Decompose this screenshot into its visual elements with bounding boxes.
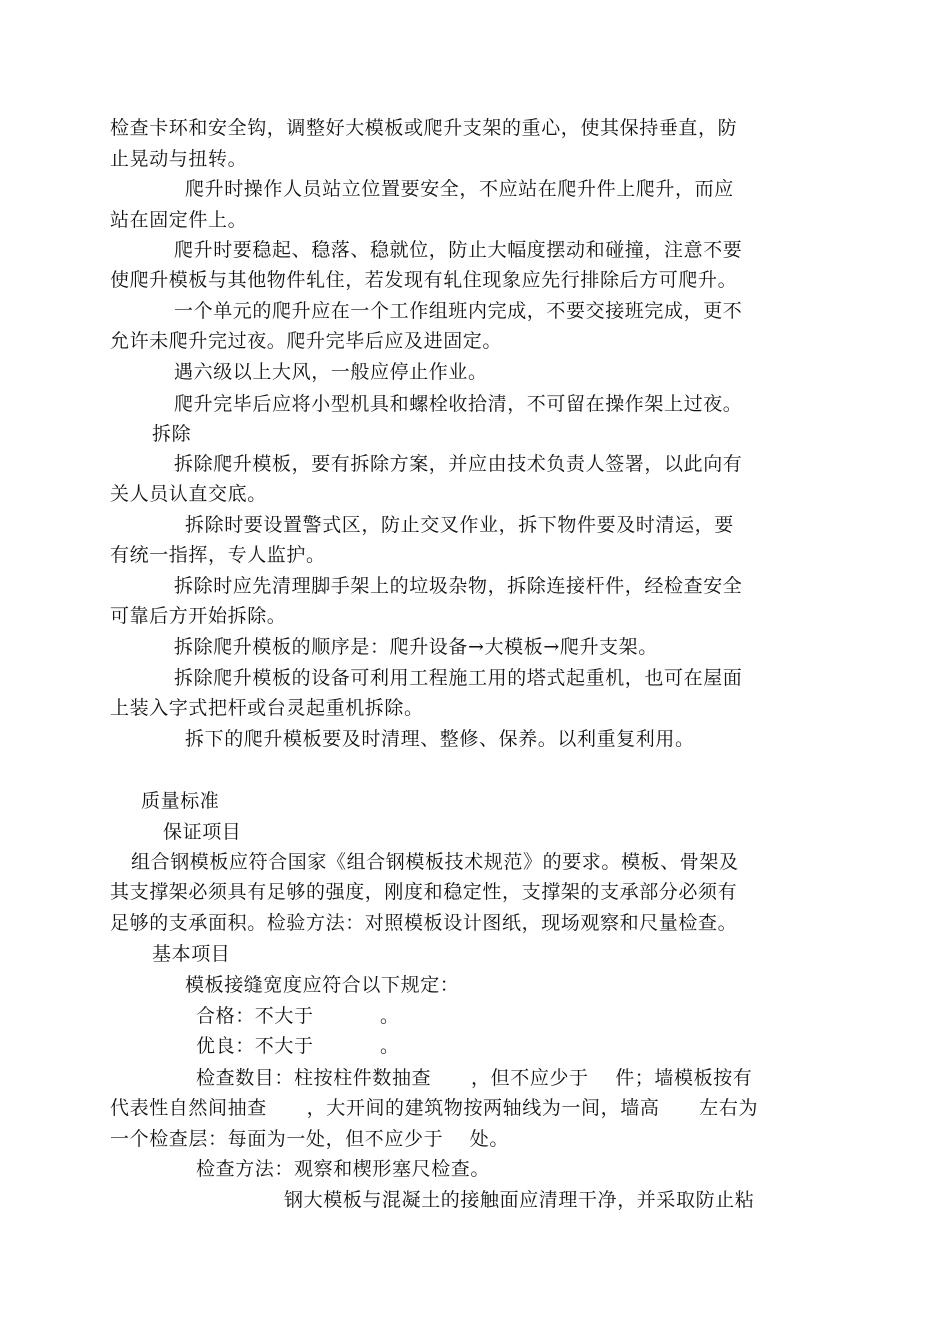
text-line: 爬升时要稳起、稳落、稳就位，防止大幅度摆动和碰撞，注意不要 (174, 239, 743, 261)
text-line: 检查数目：柱按柱件数抽查 ，但不应少于 件；墙模板按有 (196, 1067, 753, 1089)
text-line: 爬升完毕后应将小型机具和螺栓收拾清，不可留在操作架上过夜。 (174, 393, 743, 415)
text-line: 模板接缝宽度应符合以下规定： (185, 974, 460, 996)
text-line: 可靠后方开始拆除。 (110, 605, 287, 627)
text-line: 止晃动与扭转。 (110, 148, 248, 170)
text-line: 有统一指挥，专人监护。 (110, 544, 326, 566)
text-line: 上装入字式把杆或台灵起重机拆除。 (110, 697, 424, 719)
text-line: 拆除爬升模板的设备可利用工程施工用的塔式起重机，也可在屋面 (174, 667, 743, 689)
text-line: 遇六级以上大风，一般应停止作业。 (174, 361, 488, 383)
text-line: 检查卡环和安全钩，调整好大模板或爬升支架的重心，使其保持垂直，防 (110, 117, 738, 139)
section-heading: 质量标准 (141, 790, 220, 812)
text-line: 组合钢模板应符合国家《组合钢模板技术规范》的要求。模板、骨架及 (131, 851, 739, 873)
text-line: 站在固定件上。 (110, 209, 248, 231)
subsection-heading: 保证项目 (163, 821, 242, 843)
subsection-heading: 基本项目 (152, 943, 231, 965)
text-line: 拆除时应先清理脚手架上的垃圾杂物，拆除连接杆件，经检查安全 (174, 575, 743, 597)
text-line: 拆除爬升模板，要有拆除方案，并应由技术负责人签署，以此向有 (174, 453, 743, 475)
text-line: 代表性自然间抽查 ，大开间的建筑物按两轴线为一间，墙高 左右为 (110, 1097, 759, 1119)
text-line: 爬升时操作人员站立位置要安全，不应站在爬升件上爬升，而应 (185, 178, 734, 200)
text-line: 优良：不大于 。 (196, 1035, 400, 1057)
text-line: 合格：不大于 。 (196, 1005, 400, 1027)
text-line: 拆除时要设置警式区，防止交叉作业，拆下物件要及时清运，要 (185, 514, 734, 536)
section-heading: 拆除 (152, 423, 192, 445)
text-line: 其支撑架必须具有足够的强度，刚度和稳定性，支撑架的支承部分必须有 (110, 881, 738, 903)
text-line: 一个单元的爬升应在一个工作组班内完成，不要交接班完成，更不 (174, 300, 743, 322)
text-line: 拆下的爬升模板要及时清理、整修、保养。以利重复利用。 (185, 728, 695, 750)
text-line: 拆除爬升模板的顺序是：爬升设备→大模板→爬升支架。 (174, 636, 658, 658)
text-line: 关人员认直交底。 (110, 483, 267, 505)
text-line: 钢大模板与混凝土的接触面应清理干净，并采取防止粘 (284, 1189, 755, 1211)
text-line: 使爬升模板与其他物件轧住，若发现有轧住现象应先行排除后方可爬升。 (110, 269, 738, 291)
text-line: 一个检查层：每面为一处，但不应少于 处。 (110, 1128, 509, 1150)
text-line: 检查方法：观察和楔形塞尺检查。 (196, 1158, 491, 1180)
text-line: 允许未爬升完过夜。爬升完毕后应及进固定。 (110, 330, 503, 352)
text-line: 足够的支承面积。检验方法：对照模板设计图纸，现场观察和尺量检查。 (110, 912, 738, 934)
